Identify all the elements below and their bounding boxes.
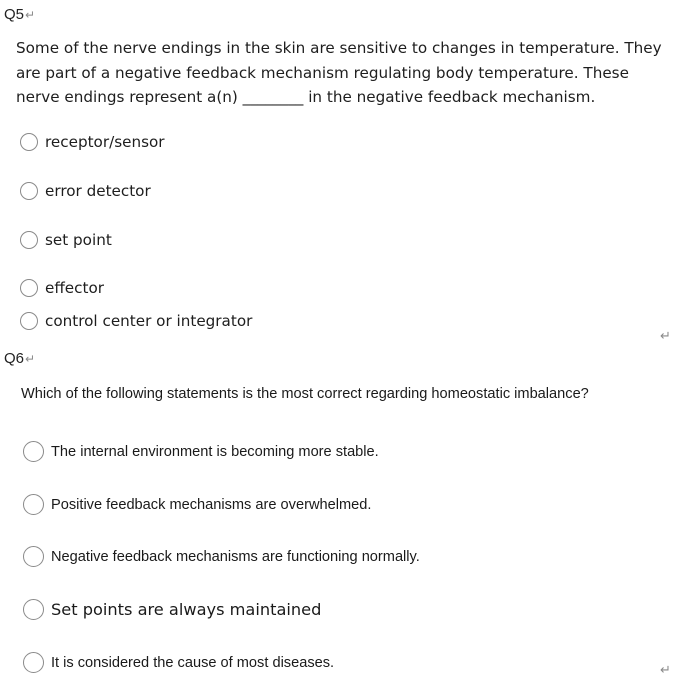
q6-number [4, 350, 35, 367]
radio-button-icon[interactable] [20, 279, 38, 297]
q5-question-line-2: are part of a negative feedback mechanism regulating body temperature. These [16, 63, 629, 82]
q5-option-label: receptor/sensor [45, 133, 165, 151]
q6-option-diseases[interactable] [23, 652, 334, 673]
return-mark-icon: ↵ [660, 328, 671, 343]
radio-button-icon[interactable] [23, 599, 44, 620]
radio-button-icon[interactable] [20, 312, 38, 330]
q6-option-label: Positive feedback mechanisms are overwhelmed. [51, 496, 372, 513]
q5-question-line-1: Some of the nerve endings in the skin are sensitive to changes in temperature. They [16, 39, 662, 57]
q6-option-negative-feedback[interactable] [23, 546, 420, 567]
radio-button-icon[interactable] [20, 133, 38, 151]
q5-question-line-3: nerve endings represent a(n) ________ in the negative feedback mechanism. [16, 88, 596, 106]
radio-button-icon[interactable] [23, 441, 44, 462]
q5-option-error-detector[interactable] [20, 182, 151, 200]
return-mark-icon: ↵ [25, 352, 36, 366]
q5-option-label: error detector [45, 182, 151, 200]
q6-option-stable[interactable] [23, 441, 379, 462]
radio-button-icon[interactable] [23, 652, 44, 673]
q5-number [4, 6, 35, 23]
radio-button-icon[interactable] [20, 182, 38, 200]
q6-number-label: Q6 [4, 350, 25, 367]
return-mark-icon: ↵ [660, 662, 671, 677]
q5-option-control-center[interactable] [20, 312, 252, 330]
q6-option-label: It is considered the cause of most diseases. [51, 654, 335, 671]
radio-button-icon[interactable] [20, 231, 38, 249]
q6-question: Which of the following statements is the most correct regarding homeostatic imbalance? [21, 386, 589, 402]
q6-option-label: The internal environment is becoming more stable. [51, 443, 379, 460]
radio-button-icon[interactable] [23, 494, 44, 515]
q5-option-label: control center or integrator [45, 312, 253, 330]
radio-button-icon[interactable] [23, 546, 44, 567]
q5-option-label: effector [45, 279, 104, 297]
q6-option-set-points[interactable] [23, 599, 321, 620]
q5-option-effector[interactable] [20, 279, 104, 297]
q5-option-label: set point [45, 231, 112, 249]
q6-option-label: Set points are always maintained [51, 600, 322, 619]
q5-number-label: Q5 [4, 6, 25, 23]
q5-option-receptor[interactable] [20, 133, 165, 151]
return-mark-icon: ↵ [25, 8, 36, 22]
q6-option-label: Negative feedback mechanisms are functioning normally. [51, 548, 420, 565]
q5-option-set-point[interactable] [20, 231, 112, 249]
q6-option-positive-feedback[interactable] [23, 494, 371, 515]
q5-question [16, 36, 662, 110]
